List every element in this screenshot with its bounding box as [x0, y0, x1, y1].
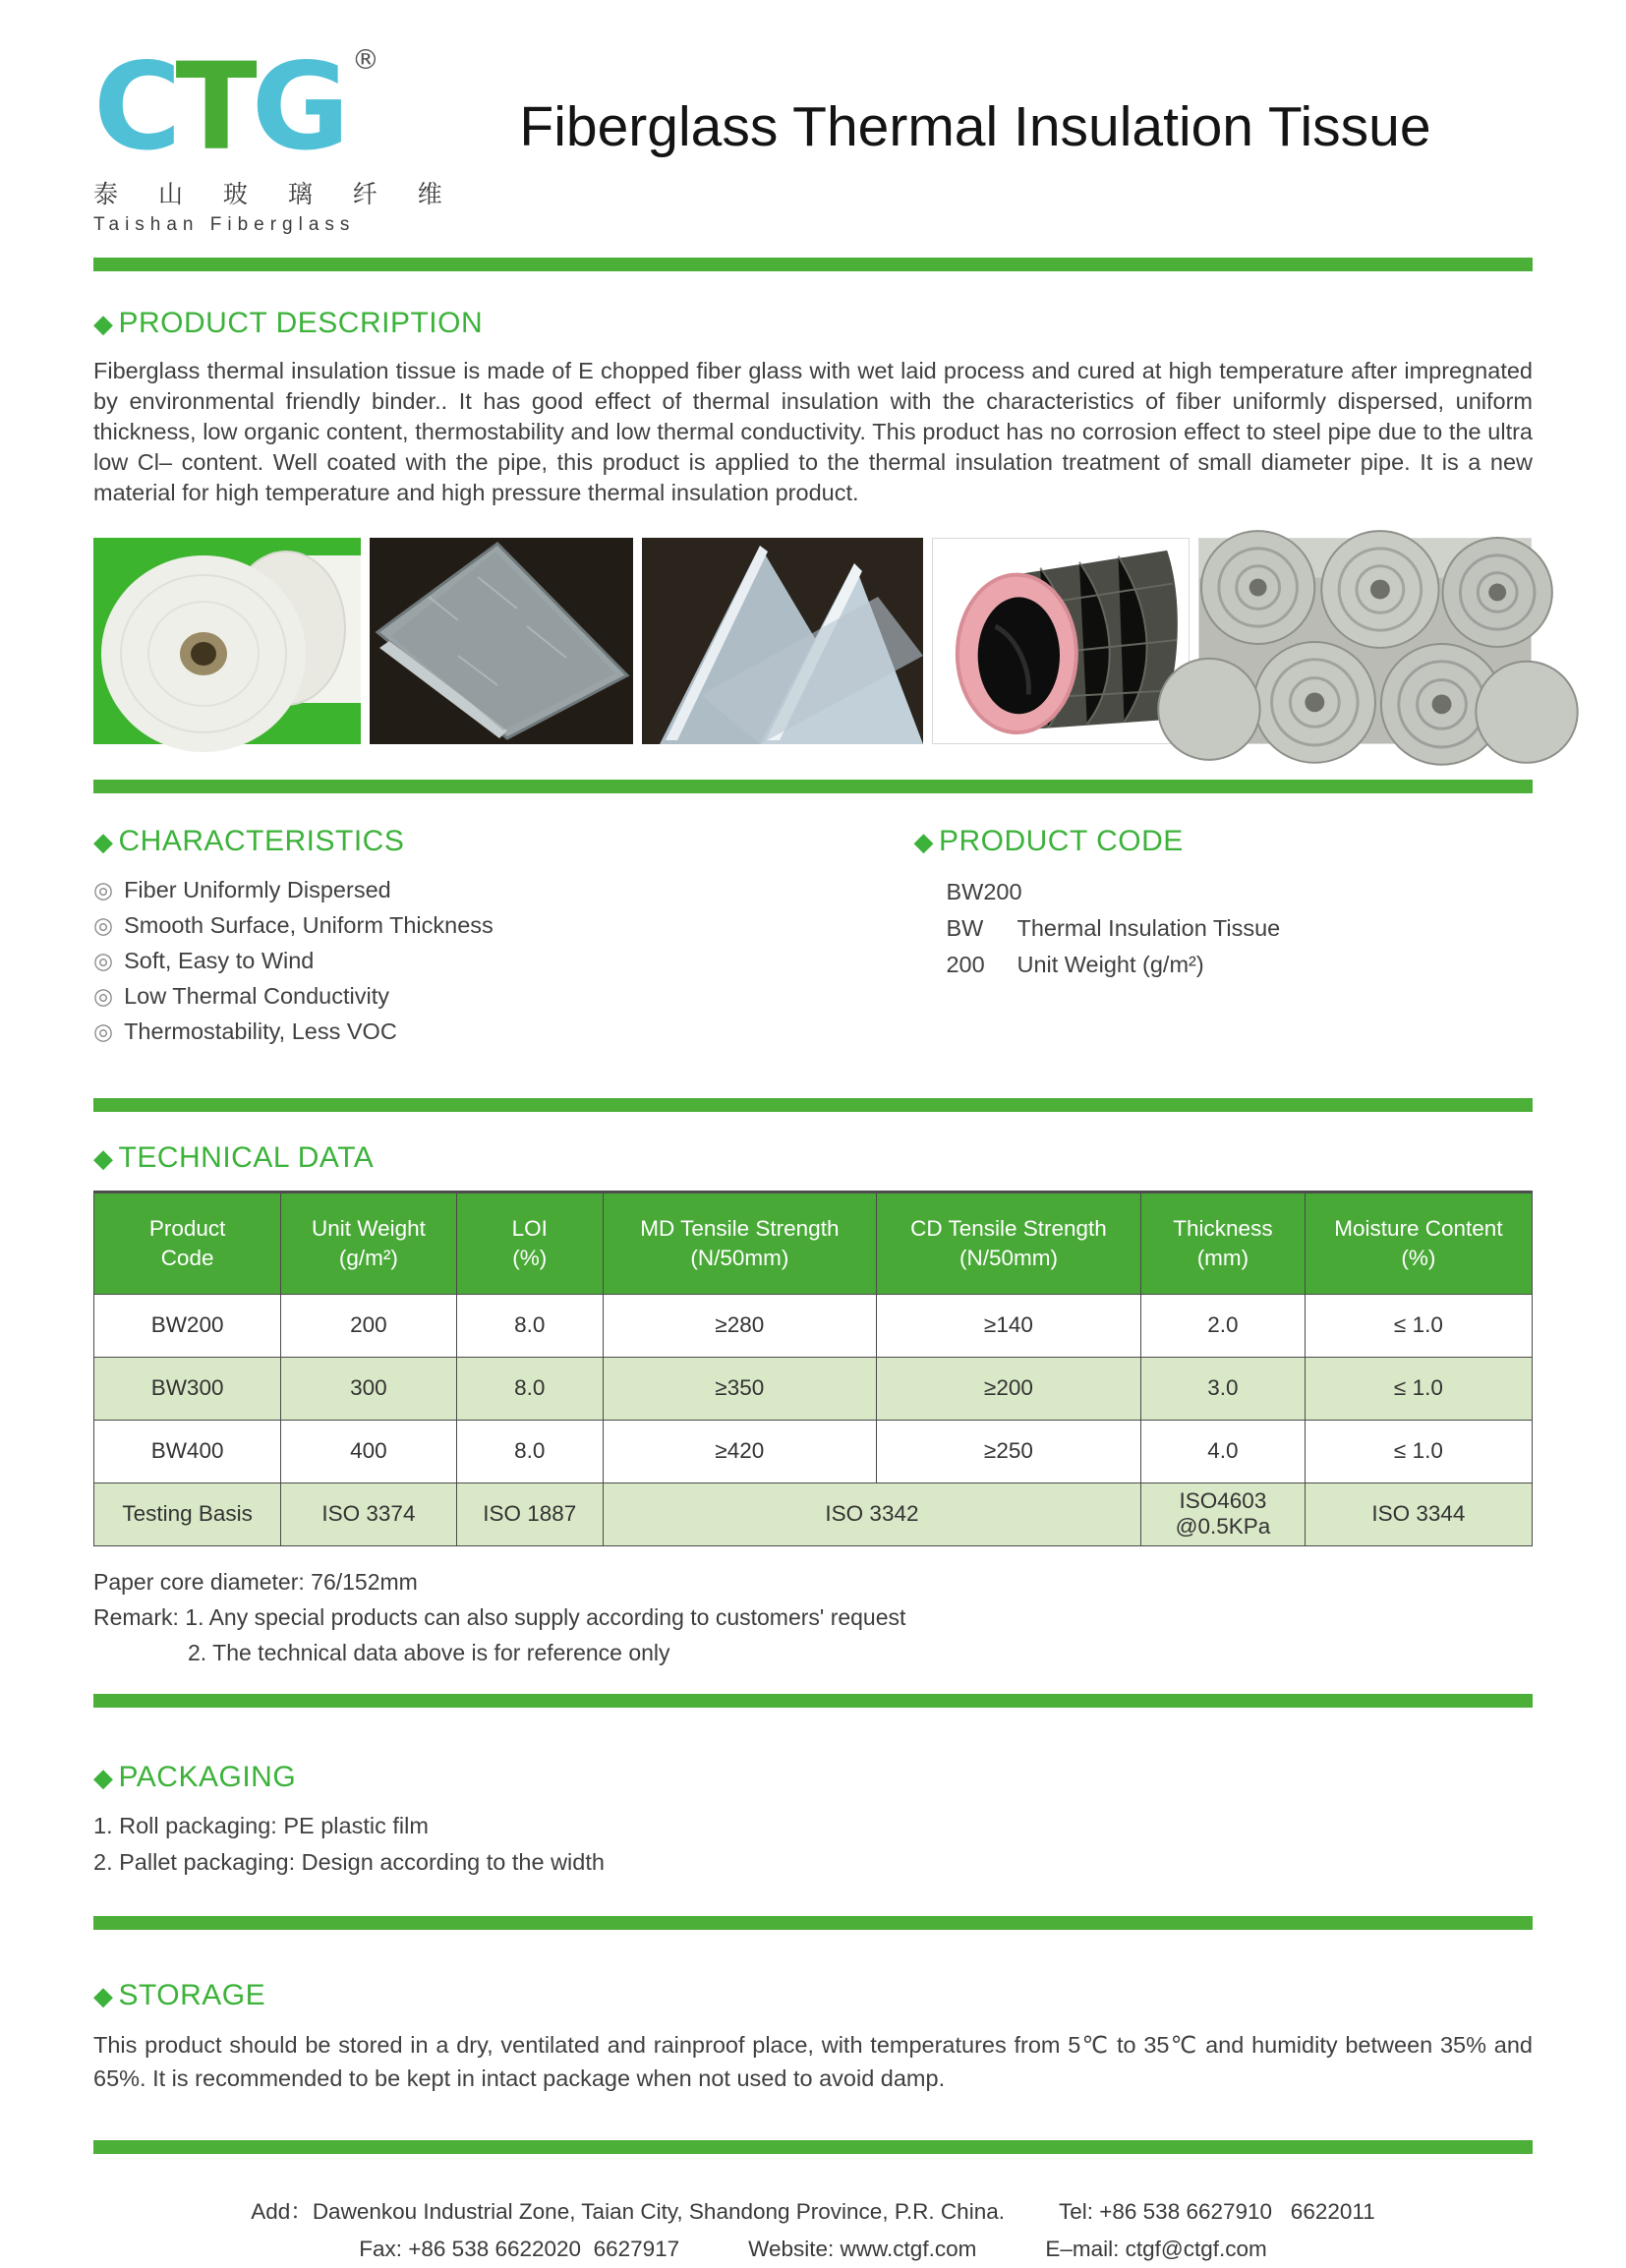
- table-cell: ISO4603 @0.5KPa: [1141, 1483, 1306, 1545]
- table-cell: 300: [281, 1357, 456, 1420]
- page-title: Fiberglass Thermal Insulation Tissue: [519, 95, 1431, 158]
- footer-spacer: [679, 2231, 748, 2268]
- table-header-cell: Product Code: [94, 1192, 281, 1294]
- note-remark-2: 2. The technical data above is for reference only: [188, 1639, 670, 1665]
- address-text: Dawenkou Industrial Zone, Taian City, Shandong Province, P.R. China.: [312, 2198, 1005, 2224]
- note-remark-1: Remark: 1. Any special products can also supply according to customers' request: [93, 1603, 906, 1630]
- ring-bullet-icon: ◎: [93, 982, 114, 1009]
- table-cell: ≤ 1.0: [1305, 1420, 1532, 1483]
- diamond-icon: ◆: [93, 308, 114, 338]
- list-item: [93, 1014, 913, 1049]
- divider-bar: [93, 2140, 1533, 2154]
- table-header-cell: LOI (%): [456, 1192, 603, 1294]
- ring-bullet-icon: ◎: [93, 911, 114, 938]
- table-cell: ≤ 1.0: [1305, 1294, 1532, 1357]
- table-row-bw400: [94, 1420, 1533, 1483]
- address-label: Add：: [251, 2198, 313, 2224]
- characteristics-column: [93, 825, 913, 1049]
- website-text: Website: www.ctgf.com: [748, 2236, 977, 2261]
- table-cell: ≥250: [876, 1420, 1140, 1483]
- diamond-icon: ◆: [93, 1142, 114, 1173]
- table-cell: ≥420: [603, 1420, 876, 1483]
- diamond-icon: ◆: [93, 1980, 114, 2010]
- table-row-bw200: [94, 1294, 1533, 1357]
- product-photo-strip: [93, 538, 1533, 744]
- section-heading-product-description: [93, 307, 1533, 340]
- photo-grey-sheets: [642, 538, 923, 744]
- code-meaning: Unit Weight (g/m²): [1016, 951, 1204, 977]
- page-footer: [93, 2193, 1533, 2268]
- table-cell: ≤ 1.0: [1305, 1357, 1532, 1420]
- table-cell: ISO 3344: [1305, 1483, 1532, 1545]
- ring-bullet-icon: ◎: [93, 947, 114, 973]
- table-cell: BW300: [94, 1357, 281, 1420]
- table-header-row: [94, 1192, 1533, 1294]
- packaging-item: 1. Roll packaging: PE plastic film: [93, 1812, 429, 1838]
- email-text: E–mail: ctgf@ctgf.com: [1045, 2236, 1267, 2261]
- section-heading-technical-data: [93, 1141, 1533, 1175]
- table-header-cell: Unit Weight (g/m²): [281, 1192, 456, 1294]
- packaging-item: 2. Pallet packaging: Design according to the width: [93, 1848, 605, 1875]
- photo-tissue-rolls: [93, 538, 361, 744]
- table-cell: BW200: [94, 1294, 281, 1357]
- code-meaning: Thermal Insulation Tissue: [1016, 914, 1281, 941]
- table-cell: ≥350: [603, 1357, 876, 1420]
- technical-data-heading-label: TECHNICAL DATA: [118, 1140, 375, 1174]
- table-cell: ≥140: [876, 1294, 1140, 1357]
- table-cell: 200: [281, 1294, 456, 1357]
- section-heading-characteristics: [93, 825, 913, 858]
- product-code-legend-row: [946, 947, 1533, 983]
- storage-text: This product should be stored in a dry, ventilated and rainproof place, with temperatures from 5℃ to 35℃ and humidity between 35% and 65%. It is recommended to be kept in intact package when not used to avoid damp.: [93, 2031, 1533, 2091]
- company-logo: [93, 0, 459, 236]
- photo-stacked-rolls: [1198, 538, 1532, 744]
- footer-spacer: [976, 2231, 1045, 2268]
- table-cell: ≥200: [876, 1357, 1140, 1420]
- section-heading-storage: [93, 1979, 1533, 2012]
- logo-letter-c: C: [93, 37, 176, 177]
- diamond-icon: ◆: [93, 826, 114, 856]
- table-cell: Testing Basis: [94, 1483, 281, 1545]
- product-description-heading-label: PRODUCT DESCRIPTION: [118, 306, 484, 339]
- characteristic-text: Soft, Easy to Wind: [124, 947, 315, 973]
- divider-bar: [93, 258, 1533, 271]
- characteristics-product-code-section: [93, 825, 1533, 1049]
- technical-data-table: [93, 1191, 1533, 1546]
- footer-spacer: [1005, 2193, 1059, 2231]
- characteristics-list: [93, 872, 913, 1049]
- divider-bar: [93, 1916, 1533, 1930]
- note-paper-core: Paper core diameter: 76/152mm: [93, 1568, 418, 1595]
- tissue-rolls-illustration: [93, 538, 361, 744]
- fax-text: Fax: +86 538 6622020 6627917: [359, 2236, 680, 2261]
- product-code-column: [913, 825, 1533, 1049]
- list-item: [93, 943, 913, 978]
- table-cell: 2.0: [1141, 1294, 1306, 1357]
- packaging-list: [93, 1808, 1533, 1881]
- divider-bar: [93, 1098, 1533, 1112]
- packaging-heading-label: PACKAGING: [118, 1760, 297, 1793]
- divider-bar: [93, 1694, 1533, 1708]
- product-description-text: Fiberglass thermal insulation tissue is made of E chopped fiber glass with wet laid process and cured at high temperature after impregnated by environmental friendly binder.. It has good effect of thermal insulation with the characteristics of fiber uniformly dispersed, uniform thickness, low organic content, thermostability and low thermal conductivity. This product has no corrosion effect to steel pipe due to the ultra low Cl– content. Well coated with the pipe, this product is applied to the thermal insulation treatment of small diameter pipe. It is a new material for high temperature and high pressure thermal insulation product.: [93, 357, 1533, 505]
- section-heading-product-code: [913, 825, 1533, 858]
- table-header-cell: CD Tensile Strength (N/50mm): [876, 1192, 1140, 1294]
- product-code-heading-label: PRODUCT CODE: [938, 824, 1184, 857]
- divider-bar: [93, 780, 1533, 793]
- characteristics-heading-label: CHARACTERISTICS: [118, 824, 405, 857]
- table-cell: ≥280: [603, 1294, 876, 1357]
- photo-flex-duct: [932, 538, 1190, 744]
- table-row-bw300: [94, 1357, 1533, 1420]
- table-cell: 8.0: [456, 1420, 603, 1483]
- product-code-lines: [946, 874, 1533, 983]
- logo-letter-t: T: [175, 37, 252, 177]
- table-cell: 8.0: [456, 1357, 603, 1420]
- table-header-cell: Thickness (mm): [1141, 1192, 1306, 1294]
- characteristic-text: Fiber Uniformly Dispersed: [124, 876, 391, 902]
- list-item: [93, 872, 913, 907]
- product-code-legend-row: [946, 910, 1533, 947]
- registered-trademark-icon: ®: [351, 43, 379, 76]
- footer-line-1: [93, 2193, 1533, 2231]
- characteristic-text: Smooth Surface, Uniform Thickness: [124, 911, 494, 938]
- diamond-icon: ◆: [93, 1762, 114, 1792]
- ring-bullet-icon: ◎: [93, 876, 114, 902]
- table-cell: ISO 1887: [456, 1483, 603, 1545]
- table-cell: 4.0: [1141, 1420, 1306, 1483]
- table-header-cell: Moisture Content (%): [1305, 1192, 1532, 1294]
- stacked-rolls-illustration: [1199, 539, 1531, 743]
- table-cell: ISO 3342: [603, 1483, 1140, 1545]
- table-cell: 400: [281, 1420, 456, 1483]
- characteristic-text: Low Thermal Conductivity: [124, 982, 390, 1009]
- technical-notes: [93, 1564, 1533, 1670]
- grey-sheets-illustration: [642, 538, 923, 744]
- title-area: [418, 0, 1533, 159]
- code-key: 200: [946, 951, 985, 977]
- ring-bullet-icon: ◎: [93, 1018, 114, 1044]
- photo-foil-sheet: [370, 538, 633, 744]
- flex-duct-illustration: [933, 539, 1189, 743]
- ctg-logo-icon: [93, 37, 418, 177]
- code-key: BW: [946, 914, 984, 941]
- storage-heading-label: STORAGE: [118, 1978, 266, 2011]
- list-item: [93, 907, 913, 943]
- table-row-testing-basis: [94, 1483, 1533, 1545]
- table-cell: BW400: [94, 1420, 281, 1483]
- footer-line-2: [93, 2231, 1533, 2268]
- section-heading-packaging: [93, 1761, 1533, 1794]
- table-header-cell: MD Tensile Strength (N/50mm): [603, 1192, 876, 1294]
- characteristic-text: Thermostability, Less VOC: [124, 1018, 397, 1044]
- product-code-value: BW200: [946, 878, 1022, 904]
- table-cell: 3.0: [1141, 1357, 1306, 1420]
- page-header: [93, 0, 1533, 236]
- table-cell: 8.0: [456, 1294, 603, 1357]
- logo-english-text: Taishan Fiberglass: [93, 213, 356, 235]
- list-item: [93, 978, 913, 1014]
- table-cell: ISO 3374: [281, 1483, 456, 1545]
- foil-sheet-illustration: [370, 538, 633, 744]
- logo-chinese-text: 泰 山 玻 璃 纤 维: [93, 180, 459, 208]
- logo-letter-g: G: [251, 37, 344, 177]
- telephone-text: Tel: +86 538 6627910 6622011: [1058, 2198, 1375, 2224]
- diamond-icon: ◆: [913, 826, 934, 856]
